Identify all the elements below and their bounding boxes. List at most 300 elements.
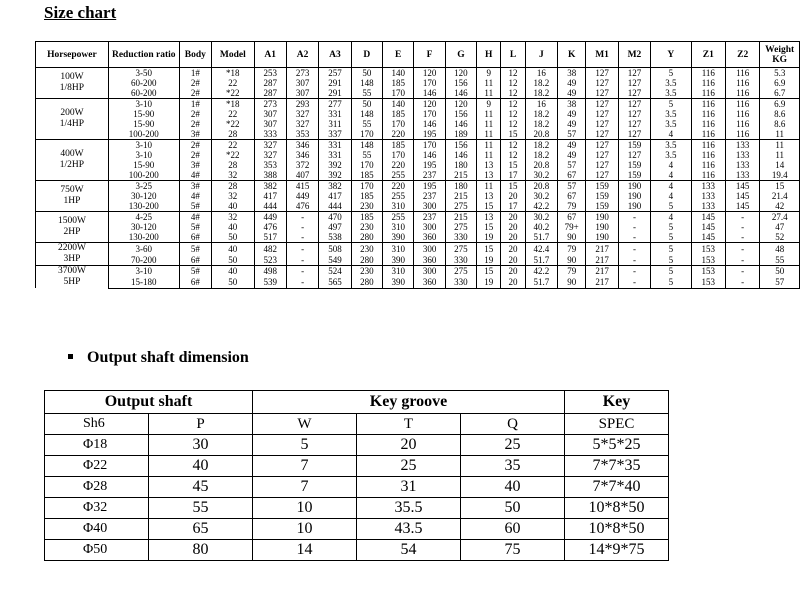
horsepower-cell: [36, 68, 109, 99]
table-cell: 444: [319, 201, 351, 212]
table-cell: 116: [725, 88, 759, 99]
table-cell: 38: [558, 68, 586, 79]
table-cell: 55: [351, 88, 382, 99]
table-cell: 392: [319, 170, 351, 181]
table-cell: 13: [477, 212, 501, 223]
table-cell: 15: [501, 181, 525, 192]
table-cell: 170: [351, 181, 382, 192]
table-cell: 4: [651, 181, 691, 192]
table-cell: 372: [286, 160, 318, 170]
table-cell: 449: [254, 212, 286, 223]
table-cell: 185: [351, 170, 382, 181]
table-cell: 21.4: [760, 191, 800, 201]
table-cell: 55: [351, 119, 382, 129]
table-row: [36, 78, 800, 88]
table-cell: 523: [254, 254, 286, 266]
table-cell: 15-90: [108, 109, 179, 119]
horsepower-line: 1500W: [57, 216, 86, 226]
table-cell: 127: [618, 109, 650, 119]
table-cell: 133: [691, 181, 725, 192]
table-cell: 327: [286, 119, 318, 129]
table-cell: *22: [212, 88, 255, 99]
table-cell: 7*7*40: [565, 477, 669, 498]
table-cell: 15-180: [108, 277, 179, 288]
table-cell: *18: [212, 68, 255, 79]
table-cell: 28: [212, 129, 255, 140]
table-cell: 185: [351, 191, 382, 201]
table-row: [36, 222, 800, 232]
table-row: [45, 540, 669, 561]
table-row: [36, 129, 800, 140]
table-cell: 3-10: [108, 266, 179, 277]
column-header: D: [351, 42, 382, 68]
table-cell: 30.2: [525, 191, 557, 201]
table-cell: 60-200: [108, 78, 179, 88]
table-cell: 4#: [179, 170, 211, 181]
table-cell: 60: [461, 519, 565, 540]
table-cell: 156: [445, 140, 476, 151]
table-cell: 4#: [179, 212, 211, 223]
column-header: G: [445, 42, 476, 68]
table-cell: 215: [445, 191, 476, 201]
table-cell: 390: [383, 232, 414, 243]
table-cell: 170: [351, 160, 382, 170]
table-cell: 15: [477, 222, 501, 232]
table-row: [36, 212, 800, 223]
table-cell: 11: [477, 119, 501, 129]
table-cell: 43.5: [357, 519, 461, 540]
table-cell: 217: [586, 254, 618, 266]
table-cell: 5: [651, 232, 691, 243]
table-cell: 159: [618, 170, 650, 181]
table-cell: 3-10: [108, 140, 179, 151]
table-cell: 5#: [179, 266, 211, 277]
table-cell: 3#: [179, 181, 211, 192]
table-cell: *22: [212, 150, 255, 160]
table-cell: -: [618, 212, 650, 223]
horsepower-line: 400W: [60, 149, 84, 159]
horsepower-cell: [36, 243, 109, 266]
table-cell: 51.7: [525, 232, 557, 243]
table-cell: 273: [254, 99, 286, 110]
table-cell: 67: [558, 191, 586, 201]
table-cell: 3.5: [651, 109, 691, 119]
table-cell: 22: [212, 109, 255, 119]
table-cell: 19: [477, 254, 501, 266]
table-cell: 100-200: [108, 129, 179, 140]
table-cell: 327: [286, 109, 318, 119]
table-cell: 133: [725, 160, 759, 170]
column-header: A2: [286, 42, 318, 68]
table-cell: 35.5: [357, 498, 461, 519]
table-cell: 116: [691, 119, 725, 129]
table-cell: 12: [501, 150, 525, 160]
table-cell: -: [618, 266, 650, 277]
table-row: [36, 99, 800, 110]
table-cell: 32: [212, 170, 255, 181]
table-cell: 417: [254, 191, 286, 201]
output-shaft-section: [44, 390, 669, 561]
table-cell: -: [286, 232, 318, 243]
table-cell: 6.9: [760, 78, 800, 88]
table-cell: 133: [691, 201, 725, 212]
table-cell: 4-25: [108, 212, 179, 223]
table-cell: 20: [501, 222, 525, 232]
table-cell: 55: [149, 498, 253, 519]
table-row: [36, 119, 800, 129]
table-cell: 32: [212, 191, 255, 201]
table-cell: 20: [357, 435, 461, 456]
table-cell: 185: [351, 212, 382, 223]
table-cell: 11: [477, 140, 501, 151]
table-cell: 9: [477, 68, 501, 79]
table-cell: 65: [149, 519, 253, 540]
table-cell: 331: [319, 140, 351, 151]
horsepower-line: 200W: [60, 108, 84, 118]
table-cell: 237: [414, 191, 445, 201]
table-cell: 5: [651, 254, 691, 266]
table-cell: 190: [618, 181, 650, 192]
table-cell: *18: [212, 99, 255, 110]
table-cell: 145: [691, 232, 725, 243]
table-cell: 79+: [558, 222, 586, 232]
table-cell: 7: [253, 477, 357, 498]
output-shaft-heading: [68, 349, 249, 367]
table-row: [45, 456, 669, 477]
header-key: Key: [565, 391, 669, 414]
table-cell: 15: [477, 201, 501, 212]
table-cell: 190: [618, 191, 650, 201]
table-cell: 153: [691, 243, 725, 255]
table-cell: 2#: [179, 88, 211, 99]
table-cell: 470: [319, 212, 351, 223]
table-cell: 220: [383, 129, 414, 140]
table-cell: 20: [501, 232, 525, 243]
horsepower-line: 1/2HP: [59, 160, 85, 170]
table-cell: 3.5: [651, 78, 691, 88]
table-cell: 217: [586, 277, 618, 288]
table-cell: 3-10: [108, 99, 179, 110]
table-cell: 120: [445, 99, 476, 110]
table-cell: 42.4: [525, 243, 557, 255]
table-cell: 30-120: [108, 191, 179, 201]
table-cell: 10: [253, 519, 357, 540]
table-cell: 3-50: [108, 68, 179, 79]
table-cell: 145: [691, 212, 725, 223]
column-header: Horsepower: [36, 42, 109, 68]
table-cell: 3-25: [108, 181, 179, 192]
table-cell: 255: [383, 212, 414, 223]
table-cell: 130-200: [108, 201, 179, 212]
table-cell: 127: [586, 68, 618, 79]
table-cell: 565: [319, 277, 351, 288]
table-cell: 116: [691, 99, 725, 110]
table-cell: 10*8*50: [565, 519, 669, 540]
table-cell: 508: [319, 243, 351, 255]
table-cell: 7: [253, 456, 357, 477]
table-cell: 14: [253, 540, 357, 561]
horsepower-line: 1/4HP: [59, 119, 85, 129]
table-cell: 20.8: [525, 129, 557, 140]
table-cell: 159: [586, 181, 618, 192]
table-cell: 4: [651, 191, 691, 201]
table-cell: 300: [414, 243, 445, 255]
table-cell: 40: [212, 266, 255, 277]
table-cell: 25: [461, 435, 565, 456]
table-cell: 2#: [179, 109, 211, 119]
table-cell: 18.2: [525, 88, 557, 99]
table-cell: 4#: [179, 191, 211, 201]
table-cell: 11: [477, 150, 501, 160]
table-cell: -: [618, 232, 650, 243]
table-cell: 19: [477, 232, 501, 243]
table-cell: 156: [445, 109, 476, 119]
table-cell: 3-10: [108, 150, 179, 160]
table-cell: 333: [254, 129, 286, 140]
table-cell: 10*8*50: [565, 498, 669, 519]
table-cell: Φ18: [45, 435, 149, 456]
column-header: M1: [586, 42, 618, 68]
column-header: J: [525, 42, 557, 68]
table-row: [45, 435, 669, 456]
table-cell: 15-90: [108, 119, 179, 129]
table-cell: 330: [445, 254, 476, 266]
table-cell: 116: [725, 109, 759, 119]
table-cell: 170: [414, 109, 445, 119]
table-cell: 230: [351, 266, 382, 277]
table-cell: 18.2: [525, 78, 557, 88]
table-cell: 80: [149, 540, 253, 561]
table-cell: 79: [558, 201, 586, 212]
horsepower-cell: [36, 99, 109, 140]
table-cell: 3.5: [651, 88, 691, 99]
sub-header: Sh6: [45, 414, 149, 435]
table-cell: 346: [286, 150, 318, 160]
column-header: Y: [651, 42, 691, 68]
table-cell: 291: [319, 88, 351, 99]
table-cell: 6#: [179, 232, 211, 243]
table-cell: 360: [414, 277, 445, 288]
table-cell: 18.2: [525, 109, 557, 119]
table-cell: 331: [319, 109, 351, 119]
table-cell: 11: [477, 109, 501, 119]
column-header: L: [501, 42, 525, 68]
table-cell: 40: [212, 222, 255, 232]
table-cell: 120: [445, 68, 476, 79]
table-cell: 1#: [179, 68, 211, 79]
table-cell: 57: [558, 129, 586, 140]
table-row: [36, 150, 800, 160]
table-cell: 17: [501, 170, 525, 181]
table-cell: 49: [558, 119, 586, 129]
table-cell: 476: [254, 222, 286, 232]
table-cell: 255: [383, 191, 414, 201]
table-cell: 57: [558, 160, 586, 170]
table-cell: 310: [383, 266, 414, 277]
table-cell: 300: [414, 201, 445, 212]
table-cell: 307: [254, 109, 286, 119]
table-cell: 48: [760, 243, 800, 255]
table-cell: -: [618, 243, 650, 255]
table-cell: 12: [501, 88, 525, 99]
table-cell: 360: [414, 254, 445, 266]
table-cell: 3.5: [651, 150, 691, 160]
table-row: [36, 191, 800, 201]
table-cell: 9: [477, 99, 501, 110]
table-cell: 12: [501, 99, 525, 110]
table-cell: 15: [501, 129, 525, 140]
table-cell: 382: [254, 181, 286, 192]
table-cell: 35: [461, 456, 565, 477]
table-cell: 79: [558, 243, 586, 255]
table-cell: 153: [691, 254, 725, 266]
column-header: E: [383, 42, 414, 68]
table-cell: 116: [691, 109, 725, 119]
table-cell: 170: [383, 150, 414, 160]
table-cell: 42.2: [525, 266, 557, 277]
table-cell: 116: [691, 140, 725, 151]
horsepower-line: 3HP: [63, 254, 81, 264]
table-cell: 159: [618, 160, 650, 170]
table-cell: Φ22: [45, 456, 149, 477]
table-cell: 49: [558, 140, 586, 151]
table-cell: -: [725, 254, 759, 266]
table-cell: 49: [558, 109, 586, 119]
table-cell: 17: [501, 201, 525, 212]
table-cell: 353: [254, 160, 286, 170]
table-cell: 130-200: [108, 232, 179, 243]
table-cell: 116: [725, 68, 759, 79]
table-cell: 2#: [179, 119, 211, 129]
table-cell: -: [725, 222, 759, 232]
table-cell: 360: [414, 232, 445, 243]
table-cell: 19.4: [760, 170, 800, 181]
table-cell: 220: [383, 160, 414, 170]
horsepower-line: 1HP: [63, 196, 81, 206]
header-key-groove: Key groove: [253, 391, 565, 414]
table-cell: 18.2: [525, 150, 557, 160]
table-cell: 40: [149, 456, 253, 477]
table-cell: 280: [351, 254, 382, 266]
table-cell: 127: [586, 99, 618, 110]
table-cell: 127: [618, 99, 650, 110]
table-cell: 5: [651, 266, 691, 277]
sub-header: SPEC: [565, 414, 669, 435]
table-cell: 116: [725, 99, 759, 110]
table-cell: 180: [445, 160, 476, 170]
table-cell: -: [286, 222, 318, 232]
table-cell: 217: [586, 266, 618, 277]
table-cell: 7*7*35: [565, 456, 669, 477]
table-cell: 170: [414, 78, 445, 88]
table-cell: 185: [383, 109, 414, 119]
table-cell: 127: [586, 119, 618, 129]
table-cell: 5: [651, 222, 691, 232]
table-cell: 127: [618, 119, 650, 129]
table-cell: 145: [725, 181, 759, 192]
table-cell: 30.2: [525, 170, 557, 181]
table-cell: 11: [760, 140, 800, 151]
table-cell: 153: [691, 277, 725, 288]
table-cell: 8.6: [760, 119, 800, 129]
table-cell: 133: [725, 140, 759, 151]
table-cell: 57: [558, 181, 586, 192]
table-cell: 50: [212, 254, 255, 266]
table-cell: 156: [445, 78, 476, 88]
bullet-icon: [68, 354, 73, 359]
table-cell: 120: [414, 68, 445, 79]
table-cell: 330: [445, 232, 476, 243]
column-header: A1: [254, 42, 286, 68]
sub-header: Q: [461, 414, 565, 435]
table-cell: 90: [558, 254, 586, 266]
table-cell: 327: [254, 150, 286, 160]
table-cell: 52: [760, 232, 800, 243]
table-cell: 180: [445, 181, 476, 192]
page-title: Size chart: [44, 3, 117, 22]
sub-header: P: [149, 414, 253, 435]
column-header: Body: [179, 42, 211, 68]
table-cell: 27.4: [760, 212, 800, 223]
table-cell: 287: [254, 88, 286, 99]
table-cell: 255: [383, 170, 414, 181]
table-cell: 116: [725, 78, 759, 88]
table-cell: 127: [586, 88, 618, 99]
horsepower-cell: [36, 181, 109, 212]
table-cell: 40: [212, 201, 255, 212]
table-cell: 390: [383, 277, 414, 288]
table-cell: Φ28: [45, 477, 149, 498]
table-cell: 20: [501, 277, 525, 288]
table-cell: 20.8: [525, 181, 557, 192]
table-cell: 40: [461, 477, 565, 498]
table-cell: 273: [286, 68, 318, 79]
table-cell: 140: [383, 68, 414, 79]
table-cell: 20: [501, 254, 525, 266]
table-cell: 60-200: [108, 88, 179, 99]
table-cell: -: [618, 277, 650, 288]
table-cell: 12: [501, 119, 525, 129]
table-cell: 185: [383, 140, 414, 151]
table-cell: 70-200: [108, 254, 179, 266]
table-cell: 5: [651, 99, 691, 110]
table-cell: 5: [651, 277, 691, 288]
table-cell: 51.7: [525, 254, 557, 266]
table-cell: 30: [149, 435, 253, 456]
table-cell: 5#: [179, 222, 211, 232]
table-row: [36, 68, 800, 79]
output-shaft-heading-text: Output shaft dimension: [87, 349, 249, 366]
table-cell: 127: [586, 140, 618, 151]
table-cell: 55: [760, 254, 800, 266]
table-cell: 217: [586, 243, 618, 255]
table-cell: 42: [760, 201, 800, 212]
table-row: [36, 140, 800, 151]
table-cell: 337: [319, 129, 351, 140]
table-cell: -: [725, 243, 759, 255]
table-cell: 3-60: [108, 243, 179, 255]
table-cell: 159: [618, 140, 650, 151]
table-cell: 195: [414, 181, 445, 192]
table-cell: 190: [586, 212, 618, 223]
size-chart: [35, 41, 800, 289]
table-cell: 346: [286, 140, 318, 151]
table-cell: 497: [319, 222, 351, 232]
table-row: [36, 266, 800, 277]
table-row: [36, 160, 800, 170]
table-cell: 127: [586, 170, 618, 181]
table-cell: 127: [586, 78, 618, 88]
